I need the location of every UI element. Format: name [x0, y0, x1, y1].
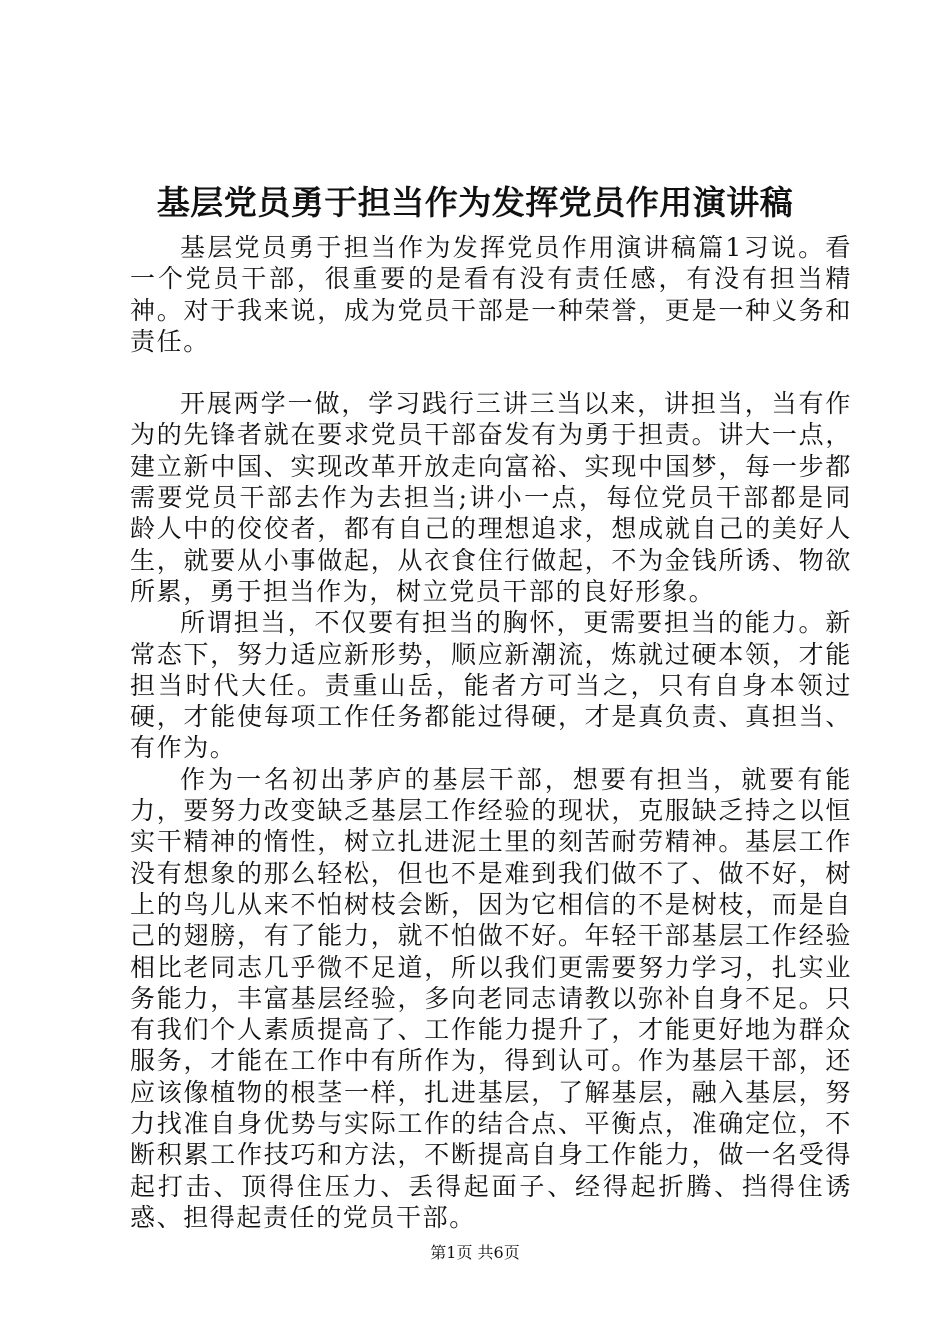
paragraph-4: 作为一名初出茅庐的基层干部，想要有担当，就要有能力，要努力改变缺乏基层工作经验的现状，克服缺乏持之以恒实干精神的惰性，树立扎进泥土里的刻苦耐劳精神。基层工作没有想象的那么轻松，但也不是难到我们做不了、做不好，树上的鸟儿从来不怕树枝会断，因为它相信的不是树枝，而是自己的翅膀，有了能力，就不怕做不好。年轻干部基层工作经验相比老同志几乎微不足道，所以我们更需要努力学习，扎实业务能力，丰富基层经验，多向老同志请教以弥补自身不足。只有我们个人素质提高了、工作能力提升了，才能更好地为群众服务，才能在工作中有所作为，得到认可。作为基层干部，还应该像植物的根茎一样，扎进基层，了解基层，融入基层，努力找准自身优势与实际工作的结合点、平衡点，准确定位，不断积累工作技巧和方法，不断提高自身工作能力，做一名受得起打击、顶得住压力、丢得起面子、经得起折腾、挡得住诱惑、担得起责任的党员干部。	[130, 764, 852, 1232]
document-title: 基层党员勇于担当作为发挥党员作用演讲稿	[156, 183, 794, 222]
paragraph-2: 开展两学一做，学习践行三讲三当以来，讲担当，当有作为的先锋者就在要求党员干部奋发有为勇于担责。讲大一点，建立新中国、实现改革开放走向富裕、实现中国梦，每一步都需要党员干部去作为去担当;讲小一点，每位党员干部都是同龄人中的佼佼者，都有自己的理想追求，想成就自己的美好人生，就要从小事做起，从衣食住行做起，不为金钱所诱、物欲所累，勇于担当作为，树立党员干部的良好形象。	[130, 389, 852, 606]
paragraph-1: 基层党员勇于担当作为发挥党员作用演讲稿篇1习说。看一个党员干部，很重要的是看有没有责任感，有没有担当精神。对于我来说，成为党员干部是一种荣誉，更是一种义务和责任。	[130, 233, 852, 356]
paragraph-3: 所谓担当，不仅要有担当的胸怀，更需要担当的能力。新常态下，努力适应新形势，顺应新潮流，炼就过硬本领，才能担当时代大任。责重山岳，能者方可当之，只有自身本领过硬，才能使每项工作任务都能过得硬，才是真负责、真担当、有作为。	[130, 608, 852, 763]
page-footer: 第1页 共6页	[430, 1243, 520, 1262]
document-body	[130, 232, 852, 1233]
